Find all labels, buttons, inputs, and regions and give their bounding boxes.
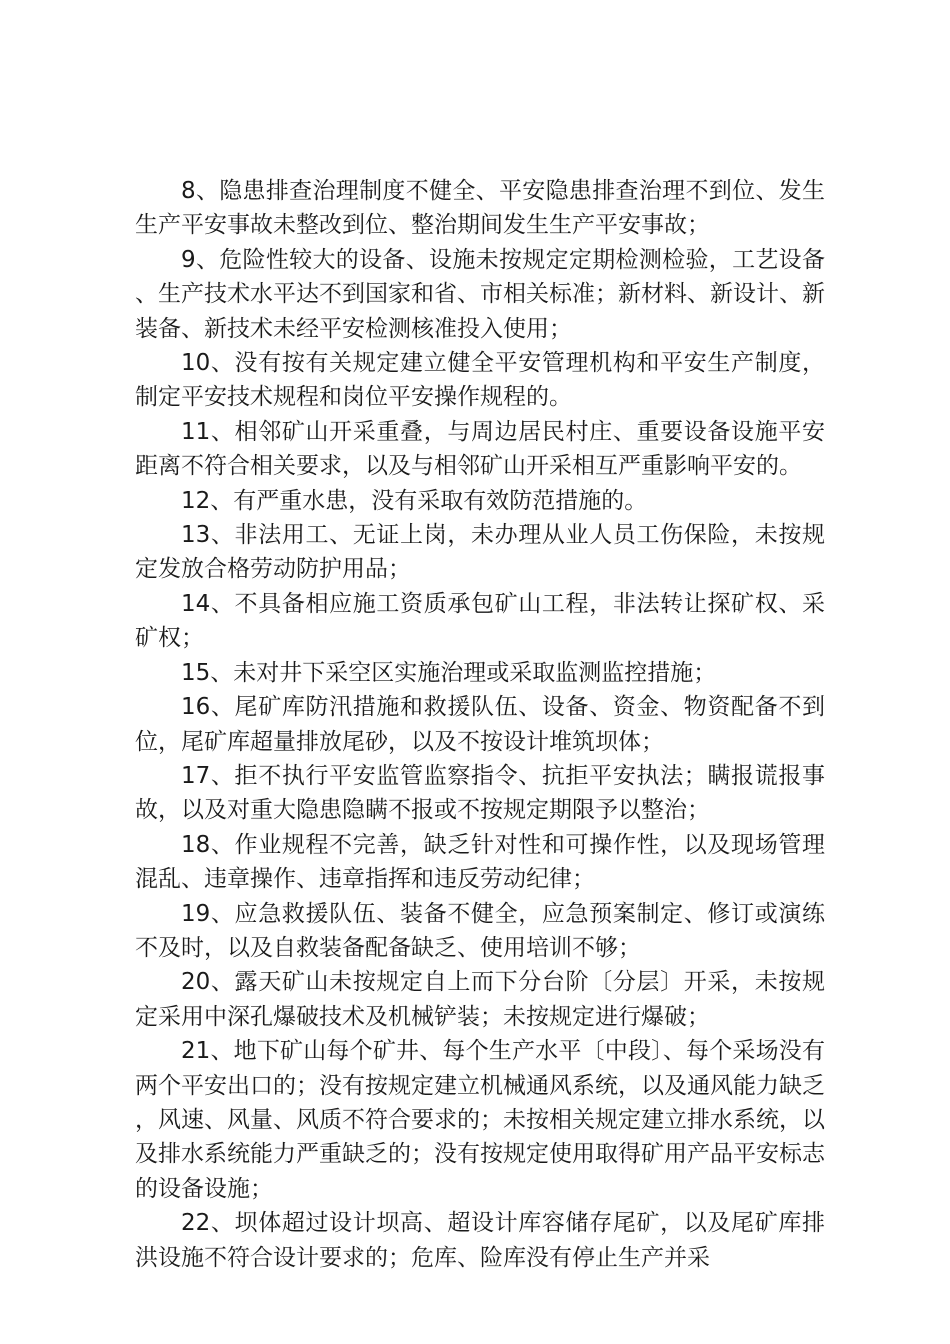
paragraph-item-8: 8、隐患排查治理制度不健全、平安隐患排查治理不到位、发生生产平安事故未整改到位、整治期间发生生产平安事故；: [135, 178, 825, 239]
paragraph-item-18: 18、作业规程不完善，缺乏针对性和可操作性，以及现场管理混乱、违章操作、违章指挥和违反劳动纪律；: [135, 831, 825, 893]
paragraph-item-17: 17、拒不执行平安监管监察指令、抗拒平安执法；瞒报谎报事故，以及对重大隐患隐瞒不报或不按规定期限予以整治；: [135, 762, 825, 824]
paragraph-item-12: 12、有严重水患，没有采取有效防范措施的。: [181, 487, 648, 514]
paragraph-item-10: 10、没有按有关规定建立健全平安管理机构和平安生产制度，制定平安技术规程和岗位平安操作规程的。: [135, 350, 825, 411]
paragraph-item-19: 19、应急救援队伍、装备不健全，应急预案制定、修订或演练不及时，以及自救装备配备缺乏、使用培训不够；: [135, 900, 825, 961]
paragraph-item-14: 14、不具备相应施工资质承包矿山工程，非法转让探矿权、采矿权；: [135, 590, 825, 652]
paragraph-item-9: 9、危险性较大的设备、设施未按规定定期检测检验，工艺设备、生产技术水平达不到国家和省、市相关标准；新材料、新设计、新装备、新技术未经平安检测核准投入使用；: [135, 246, 825, 342]
paragraph-item-21: 21、地下矿山每个矿井、每个生产水平〔中段〕、每个采场没有两个平安出口的；没有按规定建立机械通风系统，以及通风能力缺乏，风速、风量、风质不符合要求的；未按相关规定建立排水系统，以及排水系统能力严重缺乏的；没有按规定使用取得矿用产品平安标志的设备设施；: [135, 1038, 825, 1202]
paragraph-item-20: 20、露天矿山未按规定自上而下分台阶〔分层〕开采，未按规定采用中深孔爆破技术及机械铲装；未按规定进行爆破；: [135, 969, 825, 1030]
paragraph-item-13: 13、非法用工、无证上岗，未办理从业人员工伤保险，未按规定发放合格劳动防护用品；: [135, 522, 825, 583]
paragraph-item-16: 16、尾矿库防汛措施和救援队伍、设备、资金、物资配备不到位，尾矿库超量排放尾砂，以及不按设计堆筑坝体；: [135, 694, 825, 755]
document-body: [135, 174, 825, 1275]
paragraph-item-11: 11、相邻矿山开采重叠，与周边居民村庄、重要设备设施平安距离不符合相关要求，以及与相邻矿山开采相互严重影响平安的。: [135, 418, 825, 480]
paragraph-item-15: 15、未对井下采空区实施治理或采取监测监控措施；: [181, 659, 717, 686]
paragraph-item-22: 22、坝体超过设计坝高、超设计库容储存尾矿，以及尾矿库排洪设施不符合设计要求的；危库、险库没有停止生产并采: [135, 1210, 825, 1271]
